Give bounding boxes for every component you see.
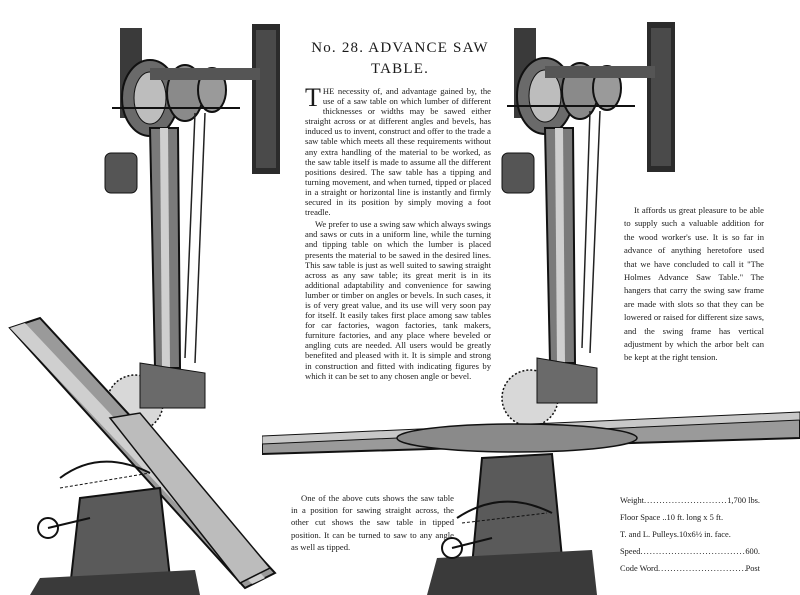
page-title (300, 38, 500, 80)
spec-label: Floor Space .. (620, 513, 667, 522)
illustration-caption (291, 492, 454, 553)
description-paragraph-1 (305, 83, 491, 218)
spec-leader-dots (658, 560, 746, 577)
spec-row (620, 509, 760, 526)
spec-label: Speed (620, 547, 641, 556)
description-paragraph-2: We prefer to use a swing saw which always swings and saws or cuts in a uniform line, while the turning and tipping table on which the lumber is placed presents the material to be sawed in the desired lines. This saw table is just as well suited to sawing straight across as any saw table; its great merit is in its additional adaptability and convenience for sawing lumber or timber on angles or bevels. In such cases, it is of very great value, and its use will very soon pay for itself. It easily takes first place among saw tables for car factories, wagon factories, tank makers, furniture factories, and any place where beveled or angling cuts are needed. All users would be greatly benefited and pleased with it. It is simple and strong in construction and fitted with indicating figures by which it can be set to any chosen angle or bevel. (305, 219, 491, 381)
right-text-column (624, 204, 764, 365)
spec-row (620, 526, 760, 543)
spec-row (620, 543, 760, 560)
spec-leader-dots (644, 492, 727, 509)
right-column-paragraph: It affords us great pleasure to be able to supply such a valuable addition for the wood worker's use. It is so far in advance of anything heretofore used that we have concluded to call it "The Holmes Advance Saw Table." The hangers that carry the swing saw frame are made with slots so that they can be lowered or raised for different size saws, and the swing frame has vertical adjustment by which the arbor belt can be kept at the right tension. (624, 205, 764, 363)
title-line-1: No. 28. ADVANCE SAW (311, 40, 489, 56)
spec-label: T. and L. Pulleys (620, 530, 677, 539)
spec-value: Post (745, 564, 760, 573)
spec-value: 10 ft. long x 5 ft. (666, 513, 724, 522)
drop-cap: T (305, 83, 321, 112)
specifications-list (620, 492, 760, 577)
title-line-2: TABLE. (370, 61, 430, 77)
caption-text: One of the above cuts shows the saw table in a position for sawing straight across, the other cut shows the saw table in tipped position. It can be turned to saw to any angle as well as tipped. (291, 493, 454, 552)
spec-value: .10x6½ in. face. (676, 530, 731, 539)
spec-value: 1,700 lbs. (727, 496, 760, 505)
description-paragraph-1-text: HE necessity of, and advantage gained by, the use of a saw table on which lumber of different thicknesses or widths may be sawed either straight across or at different angles and bevels, has induced us to invent, construct and offer to the trade a saw table which meets all these requirements without any extra handling of the material to be worked, as the saw table itself is made to assume all the different positions desired. The saw table has a tipping and turning movement, and when turned, tipped or placed in a straight or horizontal line is instantly and firmly secured in its position by simply moving a foot treadle. (305, 86, 491, 218)
spec-row (620, 492, 760, 509)
spec-label: Weight (620, 496, 644, 505)
tipped-saw-table-illustration (0, 18, 290, 595)
spec-leader-dots (640, 543, 745, 560)
description-column (305, 83, 491, 383)
spec-row (620, 560, 760, 577)
spec-value: 600. (745, 547, 760, 556)
spec-label: Code Word (620, 564, 659, 573)
